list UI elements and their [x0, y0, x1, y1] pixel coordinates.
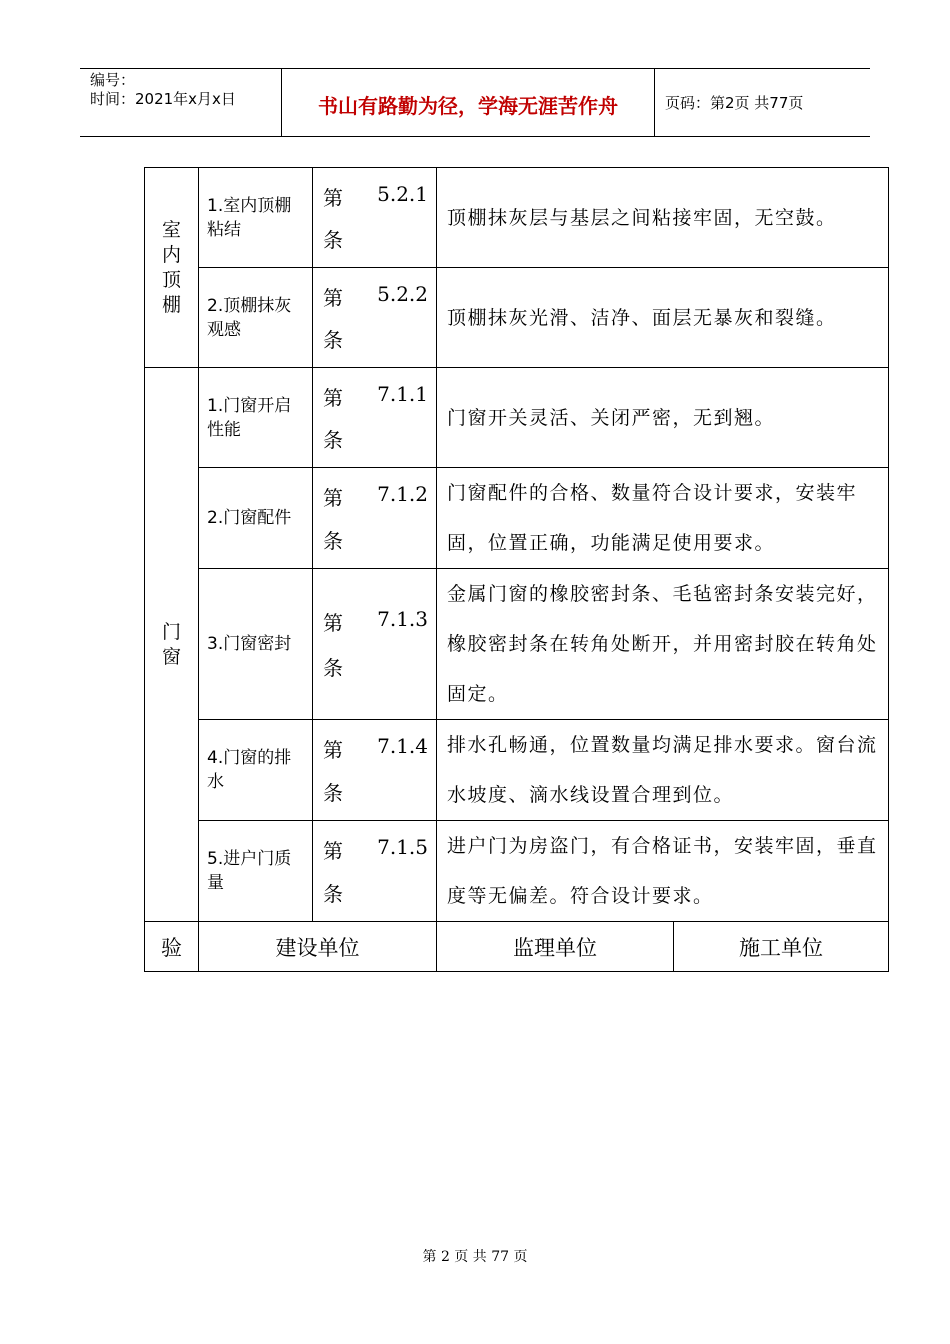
- table-row: [145, 821, 889, 922]
- item-cell: 5.进户门质量: [199, 821, 313, 922]
- requirement-cell: 顶棚抹灰光滑、洁净、面层无暴灰和裂缝。: [437, 268, 889, 368]
- clause-suffix: 条: [323, 328, 343, 352]
- table-row: [145, 468, 889, 569]
- requirement-cell: 金属门窗的橡胶密封条、毛毡密封条安装完好，橡胶密封条在转角处断开，并用密封胶在转角处固定。: [437, 569, 889, 720]
- clause-suffix: 条: [323, 656, 343, 680]
- clause-cell: [313, 368, 437, 468]
- item-cell: 4.门窗的排水: [199, 720, 313, 821]
- requirement-cell: 门窗开关灵活、关闭严密，无到翘。: [437, 368, 889, 468]
- supervision-unit-label: 监理单位: [437, 922, 674, 972]
- clause-prefix: 第: [323, 386, 343, 410]
- clause-cell: [313, 168, 437, 268]
- clause-prefix: 第: [323, 611, 343, 635]
- requirement-cell: 进户门为房盗门，有合格证书，安装牢固，垂直度等无偏差。符合设计要求。: [437, 821, 889, 922]
- table-row: [145, 268, 889, 368]
- category-label: 门窗: [161, 620, 181, 668]
- item-cell: 1.室内顶棚粘结: [199, 168, 313, 268]
- clause-suffix: 条: [323, 228, 343, 252]
- clause-suffix: 条: [323, 529, 343, 553]
- header-bottom-rule: [80, 136, 870, 137]
- clause-number: 7.1.2: [377, 482, 428, 506]
- clause-prefix: 第: [323, 486, 343, 510]
- requirement-cell: 排水孔畅通，位置数量均满足排水要求。窗台流水坡度、滴水线设置合理到位。: [437, 720, 889, 821]
- requirement-cell: 门窗配件的合格、数量符合设计要求，安装牢固，位置正确，功能满足使用要求。: [437, 468, 889, 569]
- clause-suffix: 条: [323, 781, 343, 805]
- item-cell: 2.顶棚抹灰观感: [199, 268, 313, 368]
- table-row: [145, 368, 889, 468]
- clause-number: 7.1.1: [377, 382, 428, 406]
- item-cell: 3.门窗密封: [199, 569, 313, 720]
- page-footer: 第 2 页 共 77 页: [422, 1249, 528, 1265]
- clause-number: 7.1.4: [377, 734, 428, 758]
- contractor-unit-label: 施工单位: [674, 922, 889, 972]
- clause-suffix: 条: [323, 428, 343, 452]
- serial-label: 编号：: [90, 71, 136, 89]
- clause-number: 7.1.5: [377, 835, 428, 859]
- item-cell: 2.门窗配件: [199, 468, 313, 569]
- category-cell: [145, 168, 199, 368]
- clause-cell: [313, 468, 437, 569]
- date-line: 时间：2021年x月x日: [90, 90, 236, 108]
- construction-unit-label: 建设单位: [199, 922, 437, 972]
- table-row: [145, 569, 889, 720]
- clause-prefix: 第: [323, 738, 343, 762]
- clause-cell: [313, 268, 437, 368]
- clause-suffix: 条: [323, 882, 343, 906]
- header-divider-right: [654, 69, 655, 136]
- signature-row-label: 验: [145, 922, 199, 972]
- clause-prefix: 第: [323, 186, 343, 210]
- clause-prefix: 第: [323, 286, 343, 310]
- clause-cell: [313, 720, 437, 821]
- header-top-rule: [80, 68, 870, 69]
- category-label: 室内顶棚: [161, 218, 181, 316]
- clause-prefix: 第: [323, 839, 343, 863]
- page-info: 页码：第2页 共77页: [665, 94, 804, 112]
- requirement-cell: 顶棚抹灰层与基层之间粘接牢固，无空鼓。: [437, 168, 889, 268]
- clause-number: 7.1.3: [377, 607, 428, 631]
- clause-number: 5.2.1: [377, 182, 428, 206]
- category-cell: [145, 368, 199, 922]
- clause-cell: [313, 569, 437, 720]
- clause-number: 5.2.2: [377, 282, 428, 306]
- header-motto: 书山有路勤为径，学海无涯苦作舟: [318, 94, 618, 118]
- signature-row: [145, 922, 889, 972]
- table-row: [145, 168, 889, 268]
- table-row: [145, 720, 889, 821]
- item-cell: 1.门窗开启性能: [199, 368, 313, 468]
- inspection-table: [144, 167, 889, 972]
- clause-cell: [313, 821, 437, 922]
